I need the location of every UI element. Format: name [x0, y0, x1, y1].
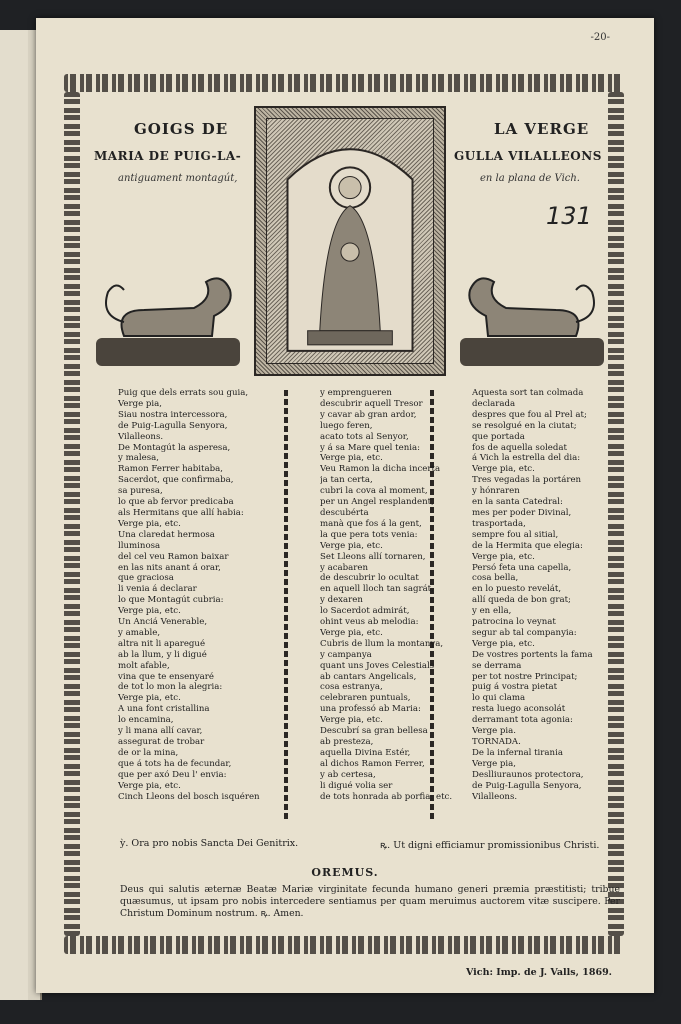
verse-column-3 [472, 388, 618, 802]
document-page [36, 18, 654, 993]
verse-line: Verge pia, etc. [472, 638, 535, 649]
verse-line: ja tan certa, [320, 475, 373, 486]
verse-line: en la santa Catedral: [472, 497, 563, 508]
verse-line: mes per poder Divinal, [472, 507, 572, 518]
verse-line: Aquesta sort tan colmada [472, 388, 584, 398]
verse-line: lo encamina, [118, 715, 174, 726]
verse-line: TORNADA. [472, 737, 521, 747]
verse-line: lo que ab fervor predicaba [118, 497, 234, 508]
note-right: en la plana de Vich. [480, 173, 580, 184]
versicle: ỳ. Ora pro nobis Sancta Dei Genitrix. [120, 838, 299, 849]
verse-line: y li mana allí cavar, [118, 726, 203, 737]
verse-line: y dexaren [320, 595, 363, 606]
subtitle-left: MARIA DE PUIG-LA- [94, 149, 242, 163]
verse-line: que á tots ha de fecundar, [118, 758, 232, 769]
virgin-woodcut-image [254, 106, 446, 376]
verse-line: Verge pia. [472, 726, 517, 737]
verse-line: y á sa Mare quel tenia: [320, 442, 420, 453]
verse-line: de la Hermita que elegia: [472, 540, 583, 551]
verse-line: sempre fou al sitial, [472, 529, 559, 540]
verse-line: Persó feta una capella, [472, 562, 572, 573]
lion-right-image [456, 270, 606, 370]
verse-line: descubérta [320, 507, 369, 518]
verse-line: sa puresa, [118, 486, 163, 497]
verse-line: Verge pia, etc. [118, 606, 181, 617]
verse-line: acato tots al Senyor, [320, 431, 409, 442]
page-number: -20- [590, 32, 610, 43]
verse-line: Verge pia, etc. [320, 540, 383, 551]
verse-line: A una font cristallina [118, 704, 210, 715]
verse-line: quant uns Joves Celestials [320, 660, 435, 671]
subtitle-right: GULLA VILALLEONS [454, 149, 602, 163]
verse-line: de Puig-Lagulla Senyora, [118, 420, 228, 431]
verse-line: ab cantars Angelicals, [320, 671, 417, 682]
verse-line: Una claredat hermosa [118, 529, 215, 540]
verse-line: assegurat de trobar [118, 737, 205, 747]
verse-line: Verge pia, etc. [320, 453, 383, 464]
verse-line: Veu Ramon la dicha incerta [320, 464, 441, 475]
verse-line: Cinch Lleons del bosch isquéren [118, 791, 260, 802]
verse-line: per un Angel resplandent, [320, 497, 434, 508]
verse-line: la que pera tots venia: [320, 529, 418, 540]
verse-line: De vostres portents la fama [472, 649, 593, 660]
verse-line: y malesa, [118, 453, 159, 464]
verse-line: Descubrí sa gran bellesa [320, 726, 428, 737]
verse-line: vina que te ensenyaré [118, 671, 214, 682]
verse-line: Sacerdot, que confirmaba, [118, 475, 234, 486]
verse-line: declarada [472, 398, 516, 409]
verse-column-2 [320, 388, 466, 802]
verse-line: De la infernal tirania [472, 747, 563, 758]
verse-line: Puig que dels errats sou guia, [118, 388, 249, 398]
verse-line: y cavar ab gran ardor, [320, 409, 417, 420]
verse-line: manà que fos á la gent, [320, 518, 422, 529]
response: ꝶ. Ut digni efficiamur promissionibus Christi. [380, 840, 600, 851]
prayer-text: Deus qui salutis æternæ Beatæ Mariæ virginitate fecunda humano generi præmia præstitisti; tribue quæsumus, ut ipsam pro nobis intercedere sentiamus per quam meruimus auctorem vitæ suscipere. Per Christum Dominum nostrum. ꝶ. Amen. [120, 884, 620, 919]
verse-line: que portada [472, 431, 525, 442]
verse-column-1 [118, 388, 264, 802]
verse-line: en las nits anant á orar, [118, 562, 221, 573]
verse-line: als Hermitans que allí habia: [118, 507, 244, 518]
verse-line: li venia á declarar [118, 584, 197, 595]
verse-line: Un Anciá Venerable, [118, 617, 208, 628]
verse-line: de Puig-Lagulla Senyora, [472, 780, 582, 791]
verse-line: Verge pia, etc. [472, 551, 535, 562]
verse-line: y en ella, [472, 606, 512, 617]
verse-line: y emprengueren [320, 388, 392, 398]
column-separator [284, 390, 288, 820]
verse-line: en lo puesto revelát, [472, 584, 562, 595]
verse-line: fos de aquella soledat [472, 442, 567, 453]
oremus-heading: OREMUS. [311, 866, 379, 879]
verse-line: Verge pia, etc. [118, 518, 181, 529]
verse-line: resta luego aconsolát [472, 704, 566, 715]
verse-line: Verge pia, etc. [118, 780, 181, 791]
verse-line: lluminosa [118, 540, 161, 551]
title-left: GOIGS DE [134, 120, 229, 138]
verse-line: derramant tota agonia: [472, 715, 573, 726]
verse-line: Deslliuraunos protectora, [472, 769, 584, 780]
verse-line: molt afable, [118, 660, 170, 671]
verse-line: Verge pia, etc. [320, 627, 383, 638]
verse-line: á Vich la estrella del dia: [472, 453, 581, 464]
verse-line: De Montagút la asperesa, [118, 442, 231, 453]
verse-line: y campanya [320, 649, 372, 660]
verse-line: ohint veus ab melodia: [320, 617, 419, 628]
verse-line: li digué volia ser [320, 780, 393, 791]
verse-line: lo qui clama [472, 693, 526, 704]
verse-line: Siau nostra intercessora, [118, 409, 228, 420]
verse-line: al dichos Ramon Ferrer, [320, 758, 425, 769]
note-left: antiguament montagút, [118, 173, 238, 184]
verse-line: se resolgué en la ciutat; [472, 420, 577, 431]
verse-line: Cubris de llum la montanya, [320, 638, 444, 649]
verse-line: de or la mina, [118, 747, 179, 758]
verse-line: luego feren, [320, 420, 373, 431]
handwritten-mark: 131 [546, 202, 592, 230]
verse-line: per tot nostre Principat; [472, 671, 578, 682]
verse-line: cosa bella, [472, 573, 519, 584]
verse-line: Verge pia, etc. [320, 715, 383, 726]
verse-line: trasportada, [472, 518, 526, 529]
verse-line: en aquell lloch tan sagrát, [320, 584, 434, 595]
verse-line: Tres vegadas la portáren [472, 475, 582, 486]
verse-line: de tots honrada ab porfia: etc. [320, 791, 453, 802]
verse-line: y amable, [118, 627, 161, 638]
verse-line: del cel veu Ramon baixar [118, 551, 229, 562]
verse-line: Verge pia, [118, 398, 163, 409]
imprint: Vich: Imp. de J. Valls, 1869. [465, 967, 612, 978]
verse-line: Verge pia, etc. [472, 464, 535, 475]
verse-line: que per axó Deu l' envia: [118, 769, 227, 780]
verse-line: y ab certesa, [320, 769, 376, 780]
verse-line: Ramon Ferrer habitaba, [118, 464, 223, 475]
verse-line: y hónraren [472, 486, 520, 497]
verse-line: cubri la cova al moment, [320, 486, 428, 497]
verse-line: Set Lleons allí tornaren, [320, 551, 426, 562]
verse-line: una professó ab Maria: [320, 704, 421, 715]
verse-line: descubrir aquell Tresor [320, 398, 423, 409]
verse-line: de descubrir lo ocultat [320, 573, 419, 584]
verse-line: lo Sacerdot admirát, [320, 606, 410, 617]
lion-left-image [94, 270, 244, 370]
verse-line: lo que Montagút cubria: [118, 595, 224, 606]
verse-line: se derrama [472, 660, 522, 671]
verse-line: allí queda de bon grat; [472, 595, 571, 606]
verse-line: ab la llum, y li digué [118, 649, 207, 660]
verse-line: altra nit li aparegué [118, 638, 206, 649]
verse-line: puig á vostra pietat [472, 682, 558, 693]
verse-line: despres que fou al Prel at; [472, 409, 587, 420]
verse-line: aquella Divina Estér, [320, 747, 411, 758]
verse-line: cosa estranya, [320, 682, 383, 693]
title-right: LA VERGE [494, 120, 590, 138]
verse-line: y acabaren [320, 562, 368, 573]
verse-line: patrocina lo veynat [472, 617, 556, 628]
verse-line: celebraren puntuals, [320, 693, 411, 704]
verse-line: Vilalleons. [472, 791, 518, 802]
verse-line: Verge pia, [472, 758, 517, 769]
verse-line: Vilalleons. [118, 431, 164, 442]
verse-line: que graciosa [118, 573, 174, 584]
verse-line: Verge pia, etc. [118, 693, 181, 704]
verse-line: segur ab tal companyia: [472, 627, 577, 638]
verse-line: ab presteza, [320, 737, 374, 747]
verse-line: de tot lo mon la alegria: [118, 682, 223, 693]
